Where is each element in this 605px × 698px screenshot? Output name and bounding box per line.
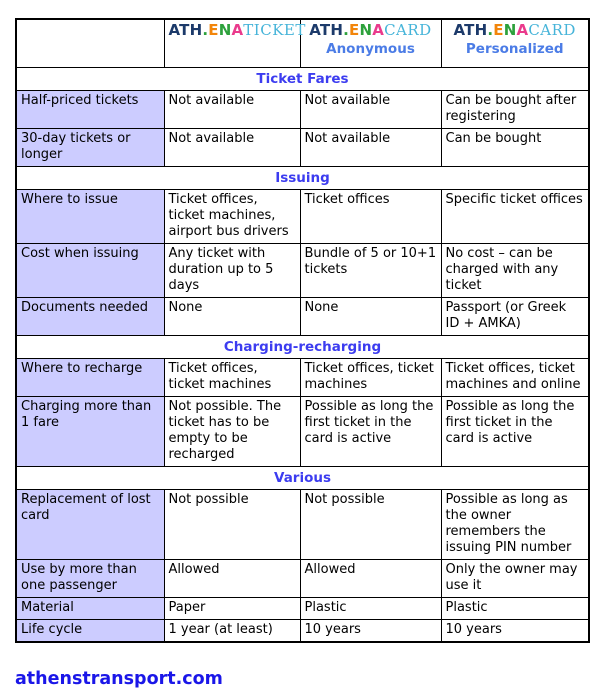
row-label: Use by more than one passenger — [16, 560, 164, 598]
row-value: 10 years — [300, 620, 441, 643]
logo-letters-ath: ATH — [453, 21, 488, 39]
table-row-replacement-of-lost-card — [16, 490, 589, 560]
section-row-issuing — [16, 167, 589, 190]
row-value: No cost – can be charged with any ticket — [441, 244, 589, 298]
logo-letter-n: N — [359, 21, 373, 39]
header-row — [16, 19, 589, 68]
row-value: Possible as long as the owner remembers the issuing PIN number — [441, 490, 589, 560]
table-row-use-by-more-than-one-passenger — [16, 560, 589, 598]
row-label: Half-priced tickets — [16, 91, 164, 129]
section-title: Ticket Fares — [16, 68, 589, 91]
row-label: Replacement of lost card — [16, 490, 164, 560]
table-row-where-to-recharge — [16, 359, 589, 397]
row-value: None — [300, 298, 441, 336]
logo-letters-ath: ATH — [309, 21, 344, 39]
row-label: Charging more than 1 fare — [16, 397, 164, 467]
table-row-cost-when-issuing — [16, 244, 589, 298]
row-label: Where to issue — [16, 190, 164, 244]
row-label: Documents needed — [16, 298, 164, 336]
comparison-table-body — [16, 19, 589, 642]
row-value: Any ticket with duration up to 5 days — [164, 244, 300, 298]
athena-card-logo — [305, 22, 437, 38]
row-value: 1 year (at least) — [164, 620, 300, 643]
row-value: Allowed — [164, 560, 300, 598]
logo-suffix-card: CARD — [528, 21, 576, 39]
logo-dot: . — [202, 21, 209, 39]
section-title: Issuing — [16, 167, 589, 190]
row-value: None — [164, 298, 300, 336]
row-value: Not available — [164, 91, 300, 129]
row-value: Plastic — [441, 598, 589, 620]
section-row-various — [16, 467, 589, 490]
table-row-30-day-tickets-or-longer — [16, 129, 589, 167]
row-value: Possible as long the first ticket in the card is active — [441, 397, 589, 467]
logo-dot: . — [487, 21, 494, 39]
athena-ticket-logo — [168, 21, 306, 39]
table-row-half-priced-tickets — [16, 91, 589, 129]
row-value: Possible as long the first ticket in the card is active — [300, 397, 441, 467]
table-row-charging-more-than-1-fare — [16, 397, 589, 467]
table-row-documents-needed — [16, 298, 589, 336]
row-label: Cost when issuing — [16, 244, 164, 298]
section-row-ticket-fares — [16, 68, 589, 91]
logo-letter-a: A — [372, 21, 385, 39]
row-value: Passport (or Greek ID + AMKA) — [441, 298, 589, 336]
logo-letter-n: N — [503, 21, 517, 39]
logo-suffix-ticket: TICKET — [243, 21, 306, 39]
row-value: Ticket offices, ticket machines — [164, 359, 300, 397]
logo-letter-e: E — [349, 21, 360, 39]
row-value: Plastic — [300, 598, 441, 620]
row-value: Can be bought after registering — [441, 91, 589, 129]
row-label: 30-day tickets or longer — [16, 129, 164, 167]
row-label: Where to recharge — [16, 359, 164, 397]
row-value: Paper — [164, 598, 300, 620]
comparison-table — [15, 18, 590, 643]
row-value: Ticket offices, ticket machines — [300, 359, 441, 397]
row-label: Life cycle — [16, 620, 164, 643]
logo-suffix-card: CARD — [384, 21, 432, 39]
athena-card-logo — [446, 22, 585, 38]
site-name: athenstransport.com — [15, 669, 223, 689]
row-value: Not possible. The ticket has to be empty to be recharged — [164, 397, 300, 467]
row-value: Specific ticket offices — [441, 190, 589, 244]
logo-dot: . — [343, 21, 350, 39]
section-title: Charging-recharging — [16, 336, 589, 359]
row-value: Ticket offices, ticket machines and online — [441, 359, 589, 397]
logo-letter-a: A — [516, 21, 529, 39]
row-value: Not available — [164, 129, 300, 167]
table-row-where-to-issue — [16, 190, 589, 244]
table-row-material — [16, 598, 589, 620]
corner-cell — [16, 19, 164, 68]
logo-letter-e: E — [208, 21, 219, 39]
row-value: Can be bought — [441, 129, 589, 167]
row-value: Bundle of 5 or 10+1 tickets — [300, 244, 441, 298]
row-value: Not possible — [164, 490, 300, 560]
row-value: Ticket offices — [300, 190, 441, 244]
card-subtitle-personalized: Personalized — [465, 41, 564, 57]
logo-letter-a: A — [231, 21, 244, 39]
column-header-athena-ticket — [164, 19, 306, 68]
row-value: 10 years — [441, 620, 589, 643]
table-row-life-cycle — [16, 620, 589, 643]
card-subtitle-anonymous: Anonymous — [326, 41, 415, 57]
row-value: Not possible — [300, 490, 441, 560]
section-title: Various — [16, 467, 589, 490]
logo-letter-n: N — [218, 21, 232, 39]
logo-letters-ath: ATH — [168, 21, 203, 39]
column-header-athena-card-anonymous — [300, 19, 441, 68]
row-label: Material — [16, 598, 164, 620]
row-value: Not available — [300, 91, 441, 129]
row-value: Allowed — [300, 560, 441, 598]
section-row-charging-recharging — [16, 336, 589, 359]
logo-letter-e: E — [493, 21, 504, 39]
row-value: Only the owner may use it — [441, 560, 589, 598]
row-value: Ticket offices, ticket machines, airport bus drivers — [164, 190, 300, 244]
column-header-athena-card-personalized — [441, 19, 589, 68]
row-value: Not available — [300, 129, 441, 167]
